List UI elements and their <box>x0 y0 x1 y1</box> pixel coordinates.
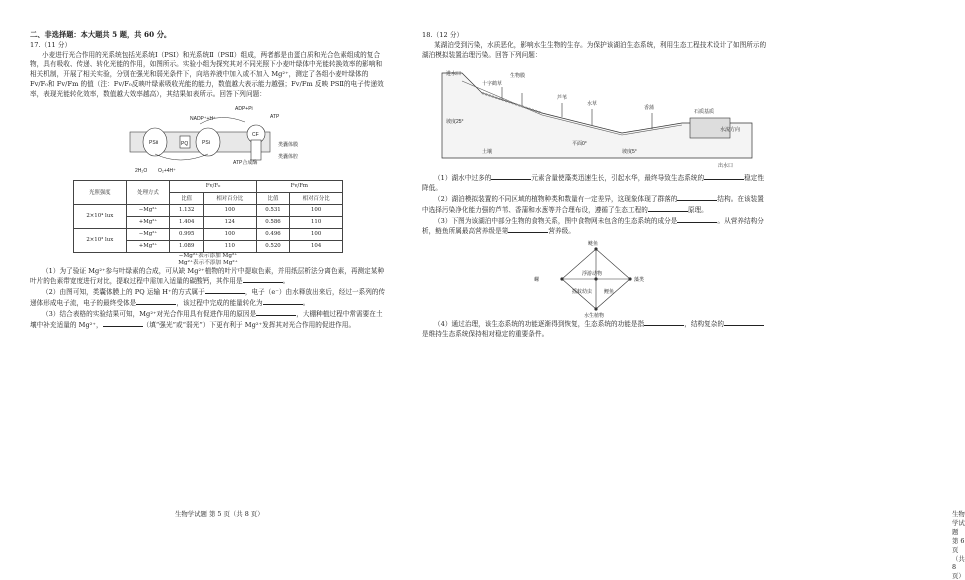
q18-sub2 <box>422 194 770 216</box>
q18-sub1b-text: 元素含量使藻类迅速生长，引起水华，最终导致生态系统的 <box>531 174 705 183</box>
q17-sub2-text: （2）由图可知，类囊体膜上的 PQ 运输 H⁺的方式属于 <box>42 288 205 297</box>
food-web-diagram <box>422 239 770 319</box>
fw-mid3: 鲤鱼 <box>604 289 615 296</box>
q18-sub4 <box>422 319 770 340</box>
q18-sub1a-text: （1）湖水中过多的 <box>434 174 492 183</box>
table-cell: +Mg²⁺ <box>126 240 170 252</box>
table-cell: 0.586 <box>256 216 290 228</box>
fw-top: 鲢鱼 <box>588 241 599 248</box>
table-row <box>74 204 343 216</box>
atp-synthase-label: ATP合成酶 <box>233 159 258 166</box>
ps1-label: PSⅠ <box>202 139 211 146</box>
table-cell: −Mg²⁺ <box>126 228 170 240</box>
stone-label: 石质基质 <box>694 109 715 116</box>
answer-blank <box>205 287 245 294</box>
table-cell: 100 <box>290 228 343 240</box>
q18-sub4c-text: 是维持生态系统保持相对稳定的重要条件。 <box>422 329 549 338</box>
table-cell: −Mg²⁺ <box>126 204 170 216</box>
q18-sub3b-text: 。从营养结构分析，鲢鱼所属最高营养级是第 <box>422 216 764 236</box>
q18-sub4b-text: ，结构复杂的 <box>684 320 725 329</box>
table-header: Fv/F₀ <box>170 180 256 192</box>
q17-sub3c-text: （填“强光”或“弱光”）下更有利于 Mg²⁺发挥其对光合作用的促进作用。 <box>142 320 356 329</box>
stroma-label: 类囊体腔 <box>278 153 299 160</box>
answer-blank <box>648 205 688 212</box>
q17-sub2c-text: ，该过程中完成的能量转化为 <box>176 298 263 307</box>
fw-bottom: 水生植物 <box>584 313 605 320</box>
table-cell: 104 <box>290 240 343 252</box>
plant-label: 十字鹤草 <box>482 81 503 88</box>
q18-sub4a-text: （4）通过治理，该生态系统的功能逐渐得到恢复，生态系统的功能是指 <box>434 320 645 329</box>
section-title: 二、非选择题：本大题共 5 题，共 60 分。 <box>30 30 172 39</box>
slope1-label: 坡度25° <box>446 119 464 126</box>
answer-blank <box>243 276 283 283</box>
nadp-label: NADP⁺+H⁺ <box>190 115 216 122</box>
table-cell: +Mg²⁺ <box>126 216 170 228</box>
fw-mid2: 摇蚊幼虫 <box>572 289 593 296</box>
ps2-label: PSⅡ <box>149 139 159 146</box>
flow-label: 水流方向 <box>720 127 741 134</box>
q18-sub1 <box>422 173 770 194</box>
q17-sub1: （1）为了验证 Mg²⁺参与叶绿素的合成，可从缺 Mg²⁺植物的叶片中提取色素，并用纸层析法分离色素，再测定某种叶片的色素带宽度进行对比，提取过程中需加入适量的碳酸钙，其作用是 。 <box>30 266 385 286</box>
table-subheader: 相对百分比 <box>204 192 257 204</box>
table-subheader: 相对百分比 <box>290 192 343 204</box>
table-cell: 2×10⁴ lux <box>74 204 127 228</box>
table-cell: 100 <box>204 228 257 240</box>
outlet-label: 出水口 <box>718 163 734 170</box>
table-row <box>74 228 343 240</box>
table-cell: 0.520 <box>256 240 290 252</box>
answer-blank <box>677 216 717 223</box>
q18-sub2b-text: 结构。在该装置中选择污染净化能力强的芦苇、香蒲和水葱等并合理布设，遵循了生态工程的 <box>422 194 764 214</box>
q18-sub1c-text: 稳定性降低。 <box>422 174 765 193</box>
q17-sub1-text: （1）为了验证 Mg²⁺参与叶绿素的合成，可从缺 Mg²⁺植物的叶片中提取色素，并用纸层析法分离色素，再测定某种叶片的色素带宽度进行对比，提取过程中需加入适量的碳酸钙，其作用是 <box>30 266 385 286</box>
footer-right: 生物学试题 第 6 页（共 8 页） <box>952 510 965 580</box>
flat-label: 平面0° <box>572 141 587 148</box>
table-note-1: −Mg²⁺表示添加 Mg²⁺ <box>178 252 238 259</box>
water-grass-label: 水草 <box>587 101 598 108</box>
cattail-label: 香蒲 <box>644 105 655 112</box>
q17-sub3-text: （3）结合表格的实验结果可知，Mg²⁺对光合作用具有促进作用的原因是 <box>42 309 257 318</box>
answer-blank <box>103 320 143 327</box>
q17-sub3b-text: ，大棚种植过程中常需要在土壤中补充适量的 Mg²⁺， <box>30 309 383 329</box>
lake-model-diagram <box>422 63 770 173</box>
q17-data-table <box>73 180 343 253</box>
answer-blank <box>136 298 176 305</box>
soil-label: 土壤 <box>482 149 493 156</box>
table-header: Fv/Fm <box>256 180 342 192</box>
answer-blank <box>256 309 296 316</box>
fw-mid1: 浮游动物 <box>582 271 603 278</box>
table-cell: 1.132 <box>170 204 204 216</box>
cf-label: CF <box>252 131 259 138</box>
answer-blank <box>263 298 303 305</box>
inlet-label: 进水口 <box>446 71 462 78</box>
adp-label: ADP+Pi <box>235 105 253 112</box>
right-page <box>400 0 965 580</box>
q18-sub3c-text: 营养级。 <box>548 227 575 236</box>
answer-blank <box>644 319 684 326</box>
table-cell: 2×10³ lux <box>74 228 127 252</box>
answer-blank <box>704 173 744 180</box>
answer-blank <box>508 226 548 233</box>
table-cell: 100 <box>290 204 343 216</box>
atp-label: ATP <box>270 113 280 120</box>
answer-blank <box>491 173 531 180</box>
reed-label: 芦苇 <box>557 95 568 102</box>
q17-header: 17.（11 分） <box>30 40 72 49</box>
table-header: 处理方式 <box>126 180 170 204</box>
table-cell: 0.531 <box>256 204 290 216</box>
q18-sub2a-text: （2）湖泊模拟装置的不同区域的植物种类和数量有一定差异，这现象体现了群落的 <box>434 194 678 203</box>
photosystem-diagram <box>30 102 386 180</box>
q17-sub3 <box>30 309 386 331</box>
table-cell: 110 <box>290 216 343 228</box>
table-cell: 1.404 <box>170 216 204 228</box>
table-cell: 110 <box>204 240 257 252</box>
table-subheader: 比值 <box>256 192 290 204</box>
answer-blank <box>724 319 764 326</box>
q18-header: 18.（12 分） <box>422 31 464 39</box>
fw-left: 螺 <box>534 277 540 284</box>
pq-label: PQ <box>181 140 189 147</box>
table-cell: 0.995 <box>170 228 204 240</box>
q18-intro: 某湖泊受到污染，水质恶化，影响水生生物的生存。为保护该湖泊生态系统，利用生态工程技术设计了如图所示的湖泊模拟装置治理污染。回答下列问题： <box>422 40 767 59</box>
fw-right: 藻类 <box>634 277 645 284</box>
table-header: 光照强度 <box>74 180 127 204</box>
table-cell: 124 <box>204 216 257 228</box>
membrane-label: 类囊体膜 <box>278 141 299 148</box>
left-page <box>0 0 400 566</box>
q18-sub2c-text: 原理。 <box>687 205 708 214</box>
water-label: 2H₂O <box>135 167 148 174</box>
table-cell: 100 <box>204 204 257 216</box>
q18-sub3 <box>422 216 770 238</box>
answer-blank <box>677 194 717 201</box>
table-cell: 1.089 <box>170 240 204 252</box>
footer-left: 生物学试题 第 5 页（共 8 页） <box>175 510 264 518</box>
slope2-label: 坡度5° <box>622 149 637 156</box>
o2-label: O₂+4H⁺ <box>158 167 176 174</box>
q17-intro: 小麦进行光合作用的光系统包括光系统Ⅰ（PSⅠ）和光系统Ⅱ（PSⅡ）组成，两者都是由蛋白质和光合色素组成的复合物，具有吸收、传递、转化光能的作用，如图所示。实验小组为探究其对不同光照下小麦叶绿体中光能转换效率的影响和相关机制，开展了相关实验，分别在强光和弱光条件下，向培养液中加入或不加入 Mg²⁺，测定了各组小麦叶绿体的 Fv/F₀和 Fv/Fm 的值（注：Fv/F₀反映叶绿素吸收光能的能力，数值越大表示能力越强；Fv/Fm 反映 PSⅡ的电子传递效率，表现光能转化效率，数值越大效率越高），其结果如表所示。回答下列问题： <box>30 50 384 98</box>
biofilm-label: 生物膜 <box>510 73 526 80</box>
q18-sub3a-text: （3）下图为该湖泊中部分生物的食物关系，图中食物网未包含的生态系统的成分是 <box>434 216 678 225</box>
table-subheader: 比值 <box>170 192 204 204</box>
q17-sub2b-text: ，电子（e⁻）由水释放出来后，经过一系列的传递体形成电子流，电子的最终受体是 <box>30 288 386 307</box>
q17-sub2: （2）由图可知，类囊体膜上的 PQ 运输 H⁺的方式属于 ，电子（e⁻）由水释放出来后，经过一系列的传递体形成电子流，电子的最终受体是 ，该过程中完成的能量转化为 。 <box>30 288 386 307</box>
table-note-2: Mg²⁺表示不添加 Mg²⁺ <box>178 259 238 266</box>
table-cell: 0.496 <box>256 228 290 240</box>
